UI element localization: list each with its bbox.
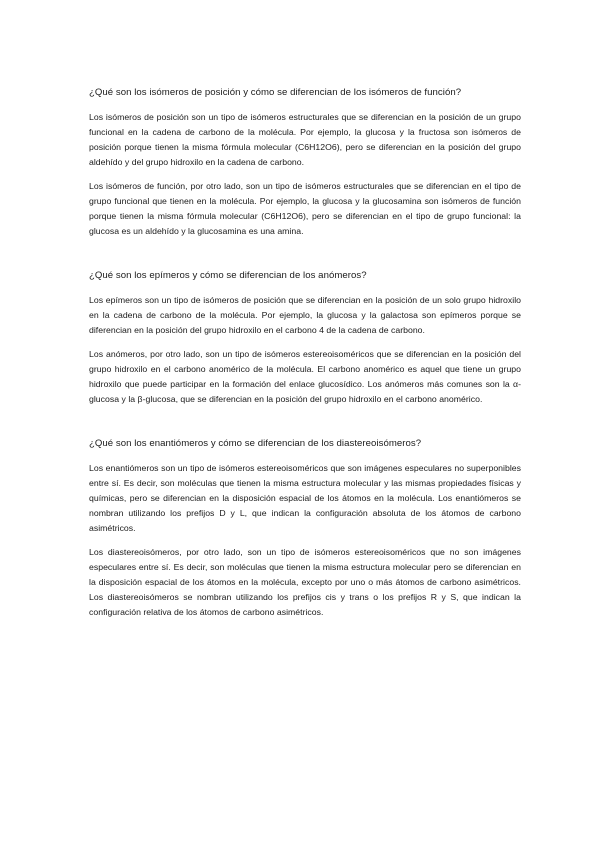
paragraph: Los isómeros de función, por otro lado, son un tipo de isómeros estructurales que se diferencian en el tipo de grupo funcional que tienen en la molécula. Por ejemplo, la glucosa y la glucosamina son isómeros de función porque tienen la misma fórmula molecular (C6H12O6), pero se diferencian en el tipo de grupo funcional: la glucosa es un aldehído y la glucosamina es una amina. <box>89 181 521 236</box>
paragraph: Los isómeros de posición son un tipo de isómeros estructurales que se diferencian en la posición de un grupo funcional en la cadena de carbono de la molécula. Por ejemplo, la glucosa y la fructosa son isómeros de posición porque tienen la misma fórmula molecular (C6H12O6), pero se diferencian en la posición del grupo aldehído y del grupo hidroxilo en la cadena de carbono. <box>89 112 521 167</box>
section-heading: ¿Qué son los isómeros de posición y cómo se diferencian de los isómeros de función? <box>89 87 462 98</box>
section-enantiomers <box>89 437 521 620</box>
paragraph: Los anómeros, por otro lado, son un tipo de isómeros estereoisoméricos que se diferencian en la posición del grupo hidroxilo en el carbono anomérico de la molécula. El carbono anomérico es aquel que tiene un grupo hidroxilo que puede participar en la formación del enlace glucosídico. Los anómeros más comunes son la α-glucosa y la β-glucosa, que se diferencian en la posición del grupo hidroxilo en el carbono anomérico. <box>89 349 521 404</box>
section-position-isomers <box>89 86 521 239</box>
paragraph: Los diastereoisómeros, por otro lado, son un tipo de isómeros estereoisoméricos que no son imágenes especulares entre sí. Es decir, son moléculas que tienen la misma estructura molecular pero se diferencian en la disposición espacial de los átomos en la molécula, excepto por uno o más átomos de carbono asimétricos. Los diastereoisómeros se nombran utilizando los prefijos cis y trans o los prefijos R y S, que indican la configuración relativa de los átomos de carbono asimétricos. <box>89 547 521 617</box>
section-heading: ¿Qué son los enantiómeros y cómo se diferencian de los diastereoisómeros? <box>89 438 422 449</box>
paragraph: Los enantiómeros son un tipo de isómeros estereoisoméricos que son imágenes especulares no superponibles entre sí. Es decir, son moléculas que tienen la misma estructura molecular y las mismas propiedades físicas y químicas, pero se diferencian en la disposición espacial de los átomos en la molécula. Los enantiómeros se nombran utilizando los prefijos D y L, que indican la configuración absoluta de los átomos de carbono asimétricos. <box>89 463 521 533</box>
document-body <box>89 86 521 629</box>
section-epimers <box>89 269 521 407</box>
paragraph: Los epímeros son un tipo de isómeros de posición que se diferencian en la posición de un solo grupo hidroxilo en la cadena de carbono de la molécula. Por ejemplo, la glucosa y la galactosa son epímeros porque se diferencian en la posición del grupo hidroxilo en el carbono 4 de la cadena de carbono. <box>89 295 521 335</box>
section-heading: ¿Qué son los epímeros y cómo se diferencian de los anómeros? <box>89 270 367 281</box>
